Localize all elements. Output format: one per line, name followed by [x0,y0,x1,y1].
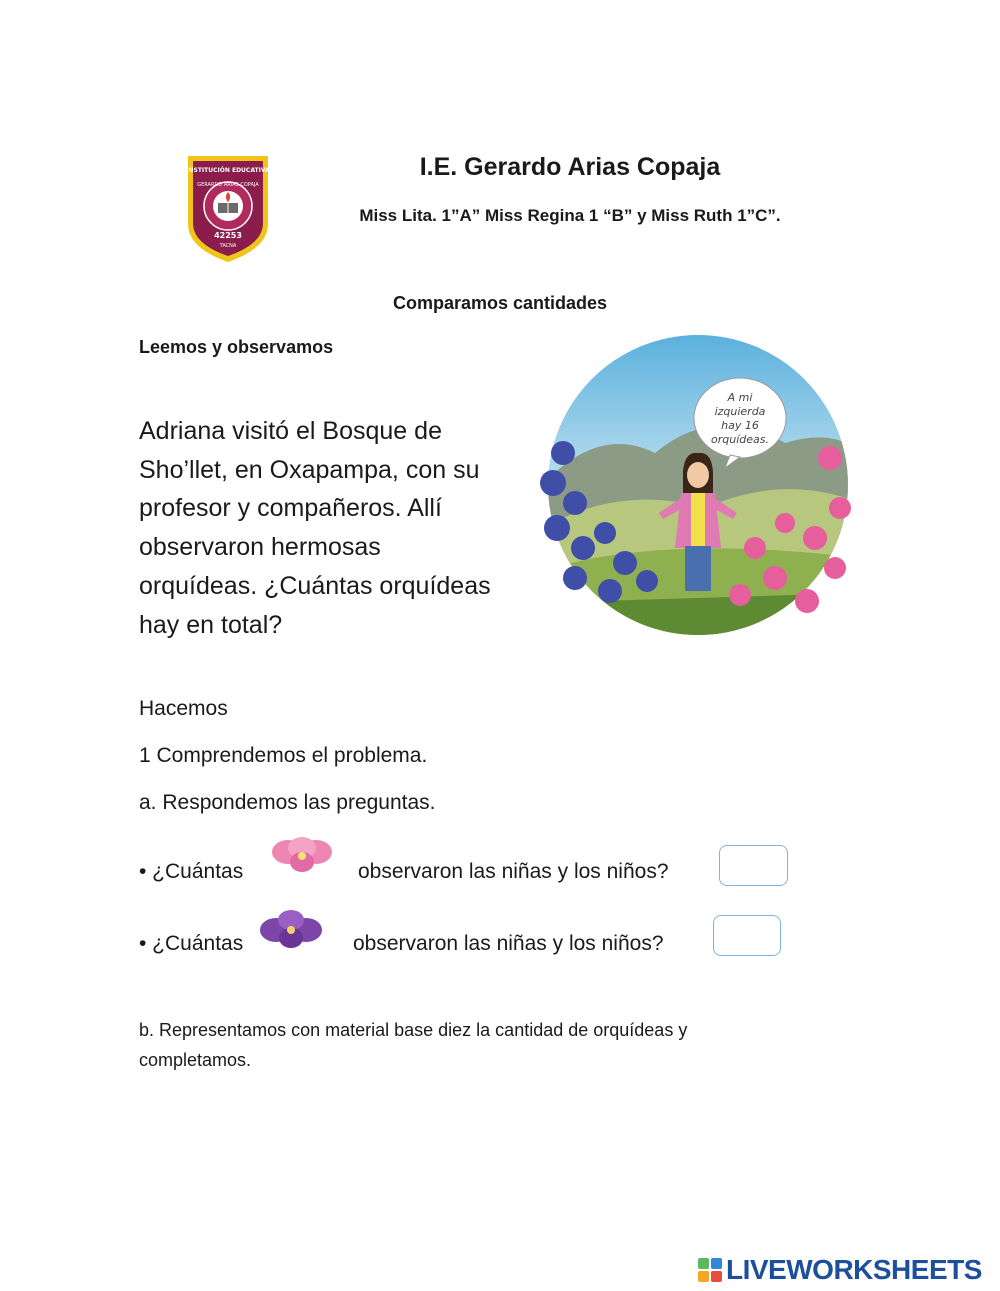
school-logo [184,150,272,264]
question-2-prefix: • ¿Cuántas [139,932,244,955]
teachers-line: Miss Lita. 1”A” Miss Regina 1 “B” y Miss Ruth 1”C”. [359,206,781,225]
pink-orchid-icon [270,836,334,876]
question-1-prefix: • ¿Cuántas [139,860,244,883]
story-paragraph [139,412,519,644]
logo-top-text: INSTITUCIÓN EDUCATIVA [186,167,270,174]
bubble-line: A mi [727,391,753,404]
brand-name: LIVEWORKSHEETS [726,1254,982,1285]
bubble-line: orquídeas. [711,433,769,446]
answer-2-input[interactable] [713,915,781,956]
story-line: Sho’llet, en Oxapampa, con su [139,455,480,484]
lesson-title: Comparamos cantidades [392,293,608,313]
logo-city: TACNA [219,243,237,249]
logo-number: 42253 [214,231,242,240]
story-line: Adriana visitó el Bosque de [139,417,442,445]
school-name: I.E. Gerardo Arias Copaja [419,153,721,181]
bubble-line: hay 16 [721,419,759,432]
question-1-suffix: observaron las niñas y los niños? [358,860,669,883]
bubble-line: izquierda [714,405,766,418]
answer-1-input[interactable] [719,845,788,886]
question-2-suffix: observaron las niñas y los niños? [353,932,664,955]
step-1-text: 1 Comprendemos el problema. [139,744,428,767]
liveworksheets-brand [698,1255,982,1285]
logo-ring-text: GERARDO ARIAS COPAJA [197,182,259,188]
hacemos-heading: Hacemos [139,697,228,720]
step-a-text: a. Respondemos las preguntas. [139,791,436,814]
story-line: profesor y compañeros. Allí [139,494,442,523]
step-b-text: b. Representamos con material base diez la cantidad de orquídeas y completamos. [139,1020,688,1070]
story-line: orquídeas. ¿Cuántas orquídeas [139,571,491,600]
story-line: observaron hermosas [139,533,381,562]
story-line: hay en total? [139,610,283,639]
purple-orchid-icon [258,908,326,952]
read-heading: Leemos y observamos [139,337,334,357]
forest-illustration [535,333,860,636]
liveworksheets-logo-icon [698,1258,722,1282]
